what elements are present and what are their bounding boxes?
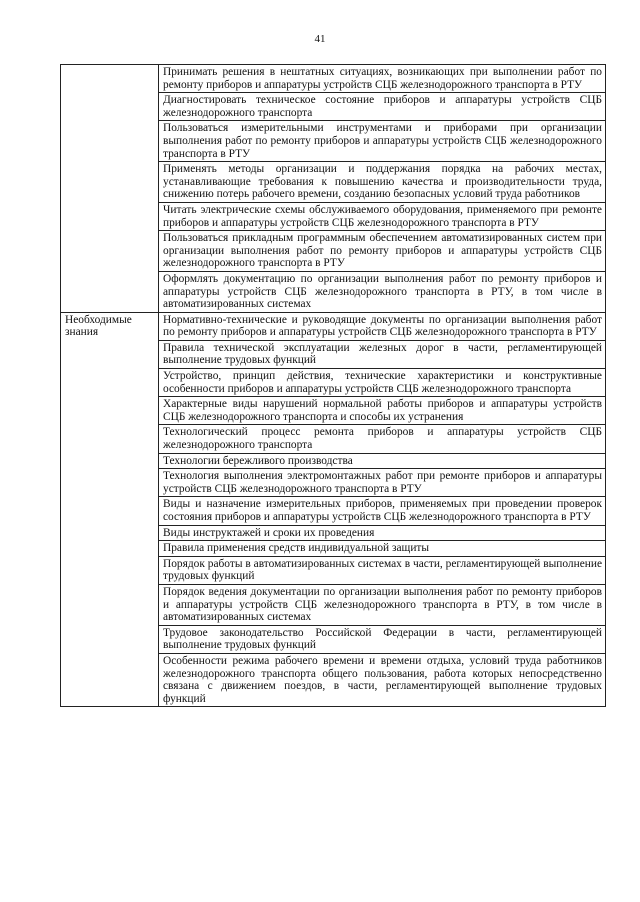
- requirements-table: [60, 64, 606, 707]
- knowledge-item: Технологии бережливого производства: [159, 453, 606, 469]
- skill-item: Принимать решения в нештатных ситуациях, возникающих при выполнении работ по ремонту приборов и аппаратуры устройств СЦБ железнодорожного транспорта в РТУ: [159, 65, 606, 93]
- knowledge-item: Правила технической эксплуатации железных дорог в части, регламентирующей выполнение трудовых функций: [159, 340, 606, 368]
- knowledge-item: Трудовое законодательство Российской Федерации в части, регламентирующей выполнение трудовых функций: [159, 625, 606, 653]
- knowledge-item: Технологический процесс ремонта приборов и аппаратуры устройств СЦБ железнодорожного транспорта: [159, 425, 606, 453]
- skill-item: Применять методы организации и поддержания порядка на рабочих местах, устанавливающие требования к повышению качества и производительности труда, снижению потерь рабочего времени, созданию безопасных условий труда работников: [159, 162, 606, 203]
- skills-label-cell: [61, 65, 159, 313]
- skill-item: Оформлять документацию по организации выполнения работ по ремонту приборов и аппаратуры устройств СЦБ железнодорожного транспорта в РТУ, в том числе в автоматизированных системах: [159, 271, 606, 312]
- knowledge-item: Нормативно-технические и руководящие документы по организации выполнения работ по ремонту приборов и аппаратуры устройств СЦБ железнодорожного транспорта в РТУ: [159, 312, 606, 340]
- skill-item: Читать электрические схемы обслуживаемого оборудования, применяемого при ремонте приборов и аппаратуры устройств СЦБ железнодорожного транспорта в РТУ: [159, 202, 606, 230]
- knowledge-item: Устройство, принцип действия, технические характеристики и конструктивные особенности приборов и аппаратуры устройств СЦБ железнодорожного транспорта: [159, 369, 606, 397]
- page-number: 41: [314, 33, 326, 45]
- knowledge-item: Виды и назначение измерительных приборов, применяемых при проведении проверок состояния приборов и аппаратуры устройств СЦБ железнодорожного транспорта в РТУ: [159, 497, 606, 525]
- knowledge-item: Характерные виды нарушений нормальной работы приборов и аппаратуры устройств СЦБ железнодорожного транспорта и способы их устранения: [159, 397, 606, 425]
- knowledge-item: Особенности режима рабочего времени и времени отдыха, условий труда работников железнодорожного транспорта общего пользования, работа которых непосредственно связана с движением поездов, в части, регламентирующей выполнение трудовых функций: [159, 653, 606, 706]
- table-row: [61, 312, 606, 340]
- skill-item: Пользоваться прикладным программным обеспечением автоматизированных систем при организации выполнения работ по ремонту приборов и аппаратуры устройств СЦБ железнодорожного транспорта в РТУ: [159, 231, 606, 272]
- skill-item: Пользоваться измерительными инструментами и приборами при организации выполнения работ по ремонту приборов и аппаратуры устройств СЦБ железнодорожного транспорта в РТУ: [159, 121, 606, 162]
- knowledge-item: Технология выполнения электромонтажных работ при ремонте приборов и аппаратуры устройств СЦБ железнодорожного транспорта в РТУ: [159, 469, 606, 497]
- knowledge-label-cell: Необходимые знания: [61, 312, 159, 707]
- knowledge-item: Виды инструктажей и сроки их проведения: [159, 525, 606, 541]
- skill-item: Диагностировать техническое состояние приборов и аппаратуры устройств СЦБ железнодорожного транспорта: [159, 93, 606, 121]
- knowledge-item: Порядок ведения документации по организации выполнения работ по ремонту приборов и аппаратуры устройств СЦБ железнодорожного транспорта в РТУ, в том числе в автоматизированных системах: [159, 584, 606, 625]
- knowledge-item: Порядок работы в автоматизированных системах в части, регламентирующей выполнение трудовых функций: [159, 556, 606, 584]
- knowledge-item: Правила применения средств индивидуальной защиты: [159, 541, 606, 557]
- table-row: [61, 65, 606, 93]
